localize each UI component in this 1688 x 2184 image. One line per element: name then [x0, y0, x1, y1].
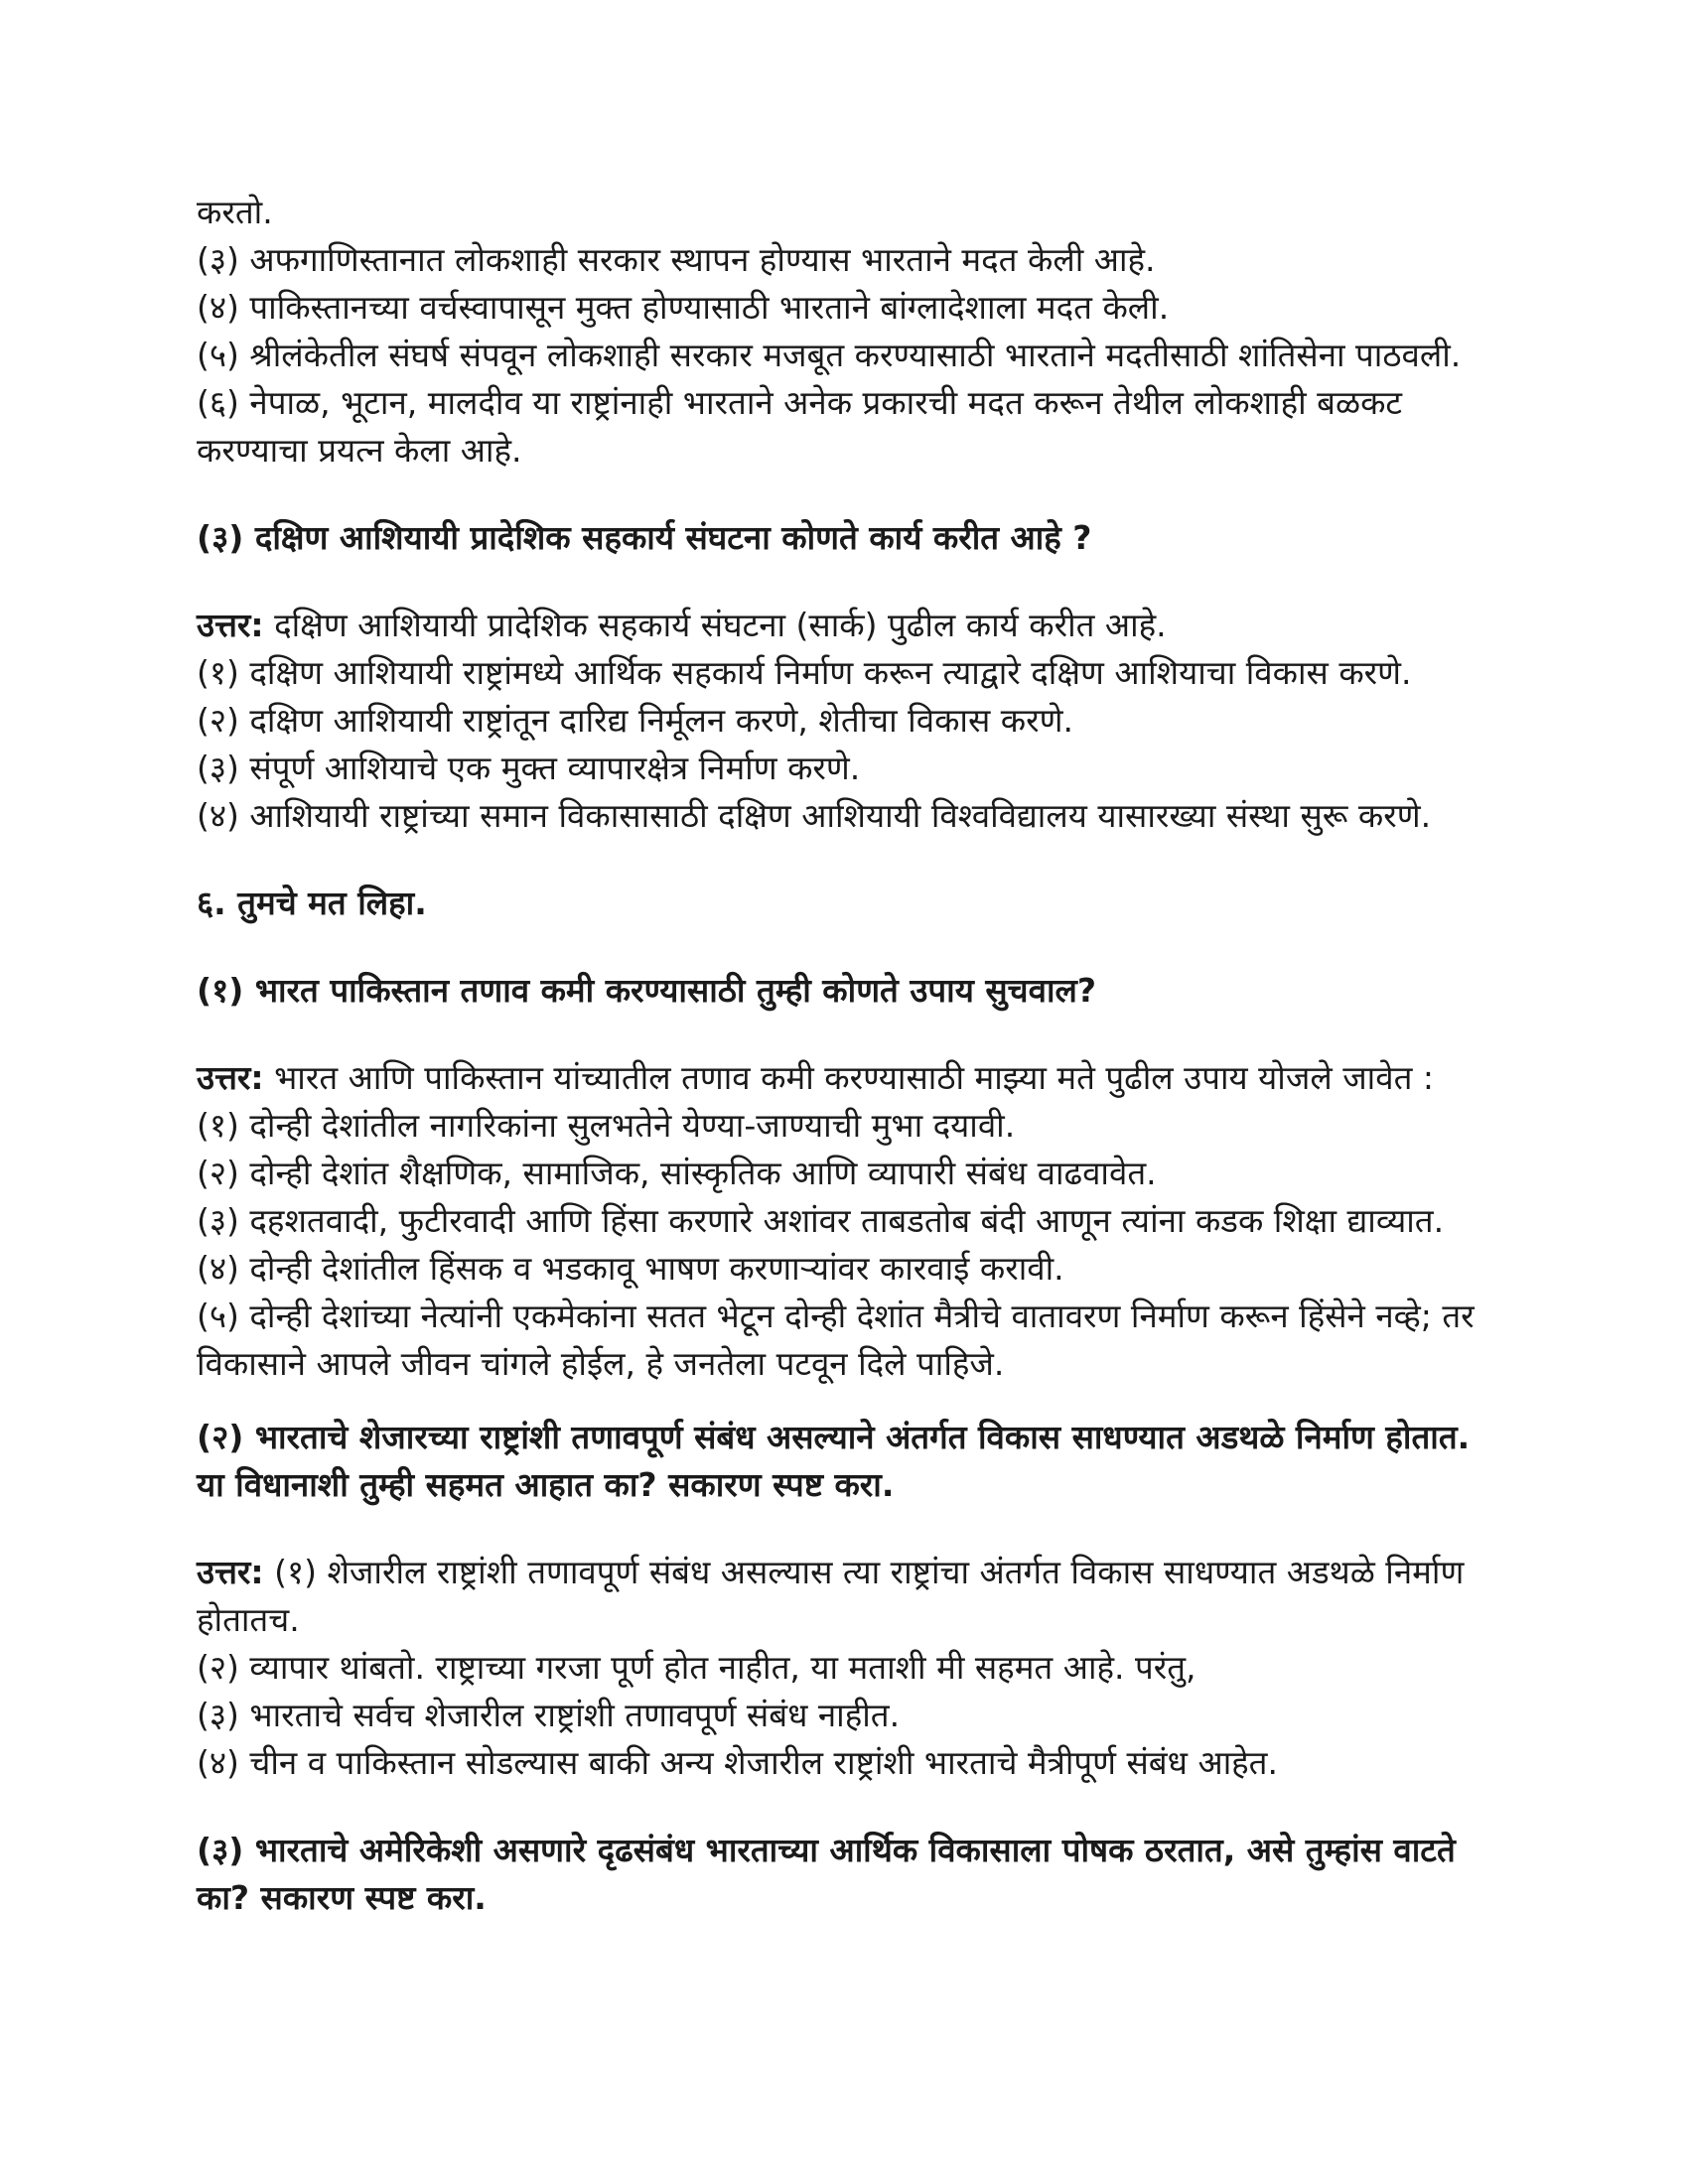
intro-line: (६) नेपाळ, भूटान, मालदीव या राष्ट्रांनाही भारताने अनेक प्रकारची मदत करून तेथील लोकशाही बळकट करण्याचा प्रयत्न केला आहे.: [197, 383, 1403, 470]
intro-line: (४) पाकिस्तानच्या वर्चस्वापासून मुक्त होण्यासाठी भारताने बांग्लादेशाला मदत केली.: [197, 288, 1170, 327]
answer-point: (४) चीन व पाकिस्तान सोडल्यास बाकी अन्य शेजारील राष्ट्रांशी भारताचे मैत्रीपूर्ण संबंध आहेत.: [197, 1743, 1278, 1782]
answer-point: (१) दक्षिण आशियायी राष्ट्रांमध्ये आर्थिक सहकार्य निर्माण करून त्याद्वारे दक्षिण आशियाचा विकास करणे.: [197, 653, 1412, 692]
intro-line: करतो.: [197, 193, 273, 231]
section-heading: ६. तुमचे मत लिहा.: [197, 884, 427, 922]
intro-line: (५) श्रीलंकेतील संघर्ष संपवून लोकशाही सरकार मजबूत करण्यासाठी भारताने मदतीसाठी शांतिसेना पाठवली.: [197, 336, 1462, 374]
answer-point: (१) दोन्ही देशांतील नागरिकांना सुलभतेने येण्या-जाण्याची मुभा दयावी.: [197, 1106, 1016, 1145]
intro-block: [197, 189, 1497, 475]
intro-line: (३) अफगाणिस्तानात लोकशाही सरकार स्थापन होण्यास भारताने मदत केली आहे.: [197, 240, 1156, 279]
answer-intro-text: (१) शेजारील राष्ट्रांशी तणावपूर्ण संबंध असल्यास त्या राष्ट्रांचा अंतर्गत विकास साधण्यात अडथळे निर्माण होतातच.: [197, 1553, 1465, 1639]
answer-point: (२) दक्षिण आशियायी राष्ट्रांतून दारिद्य निर्मूलन करणे, शेतीचा विकास करणे.: [197, 701, 1073, 740]
question-heading: (१) भारत पाकिस्तान तणाव कमी करण्यासाठी तुम्ही कोणते उपाय सुचवाल?: [197, 971, 1097, 1010]
answer-intro: [197, 1054, 1497, 1102]
answer-label: उत्तर:: [197, 1058, 264, 1097]
question-heading: (३) दक्षिण आशियायी प्रादेशिक सहकार्य संघटना कोणते कार्य करीत आहे ?: [197, 518, 1092, 557]
answer-intro: [197, 1549, 1497, 1644]
document-page: [197, 189, 1497, 1922]
answer-point: (४) दोन्ही देशांतील हिंसक व भडकावू भाषण करणाऱ्यांवर कारवाई करावी.: [197, 1249, 1064, 1288]
answer-block: [197, 602, 1497, 840]
answer-intro-text: भारत आणि पाकिस्तान यांच्यातील तणाव कमी करण्यासाठी माझ्या मते पुढील उपाय योजले जावेत :: [263, 1058, 1434, 1097]
answer-point: (२) व्यापार थांबतो. राष्ट्राच्या गरजा पूर्ण होत नाहीत, या मताशी मी सहमत आहे. परंतु,: [197, 1648, 1196, 1687]
answer-block: [197, 1054, 1497, 1388]
answer-point: (३) भारताचे सर्वच शेजारील राष्ट्रांशी तणावपूर्ण संबंध नाहीत.: [197, 1696, 901, 1734]
answer-point: (४) आशियायी राष्ट्रांच्या समान विकासासाठी दक्षिण आशियायी विश्वविद्यालय यासारख्या संस्था सुरू करणे.: [197, 796, 1432, 835]
answer-label: उत्तर:: [197, 606, 264, 644]
answer-point: (३) दहशतवादी, फुटीरवादी आणि हिंसा करणारे अशांवर ताबडतोब बंदी आणून त्यांना कडक शिक्षा द्याव्यात.: [197, 1201, 1445, 1240]
answer-point: (३) संपूर्ण आशियाचे एक मुक्त व्यापारक्षेत्र निर्माण करणे.: [197, 749, 861, 787]
answer-label: उत्तर:: [197, 1553, 264, 1591]
answer-point: (२) दोन्ही देशांत शैक्षणिक, सामाजिक, सांस्कृतिक आणि व्यापारी संबंध वाढवावेत.: [197, 1154, 1157, 1192]
answer-block: [197, 1549, 1497, 1787]
question-heading: (३) भारताचे अमेरिकेशी असणारे दृढसंबंध भारताच्या आर्थिक विकासाला पोषक ठरतात, असे तुम्हांस वाटते का? सकारण स्पष्ट करा.: [197, 1831, 1456, 1917]
answer-point: (५) दोन्ही देशांच्या नेत्यांनी एकमेकांना सतत भेटून दोन्ही देशांत मैत्रीचे वातावरण निर्माण करून हिंसेने नव्हे; तर विकासाने आपले जीवन चांगले होईल, हे जनतेला पटवून दिले पाहिजे.: [197, 1297, 1475, 1383]
answer-intro: [197, 602, 1497, 649]
question-heading: (२) भारताचे शेजारच्या राष्ट्रांशी तणावपूर्ण संबंध असल्याने अंतर्गत विकास साधण्यात अडथळे निर्माण होतात. या विधानाशी तुम्ही सहमत आहात का? सकारण स्पष्ट करा.: [197, 1418, 1471, 1504]
answer-intro-text: दक्षिण आशियायी प्रादेशिक सहकार्य संघटना (सार्क) पुढील कार्य करीत आहे.: [263, 606, 1167, 644]
